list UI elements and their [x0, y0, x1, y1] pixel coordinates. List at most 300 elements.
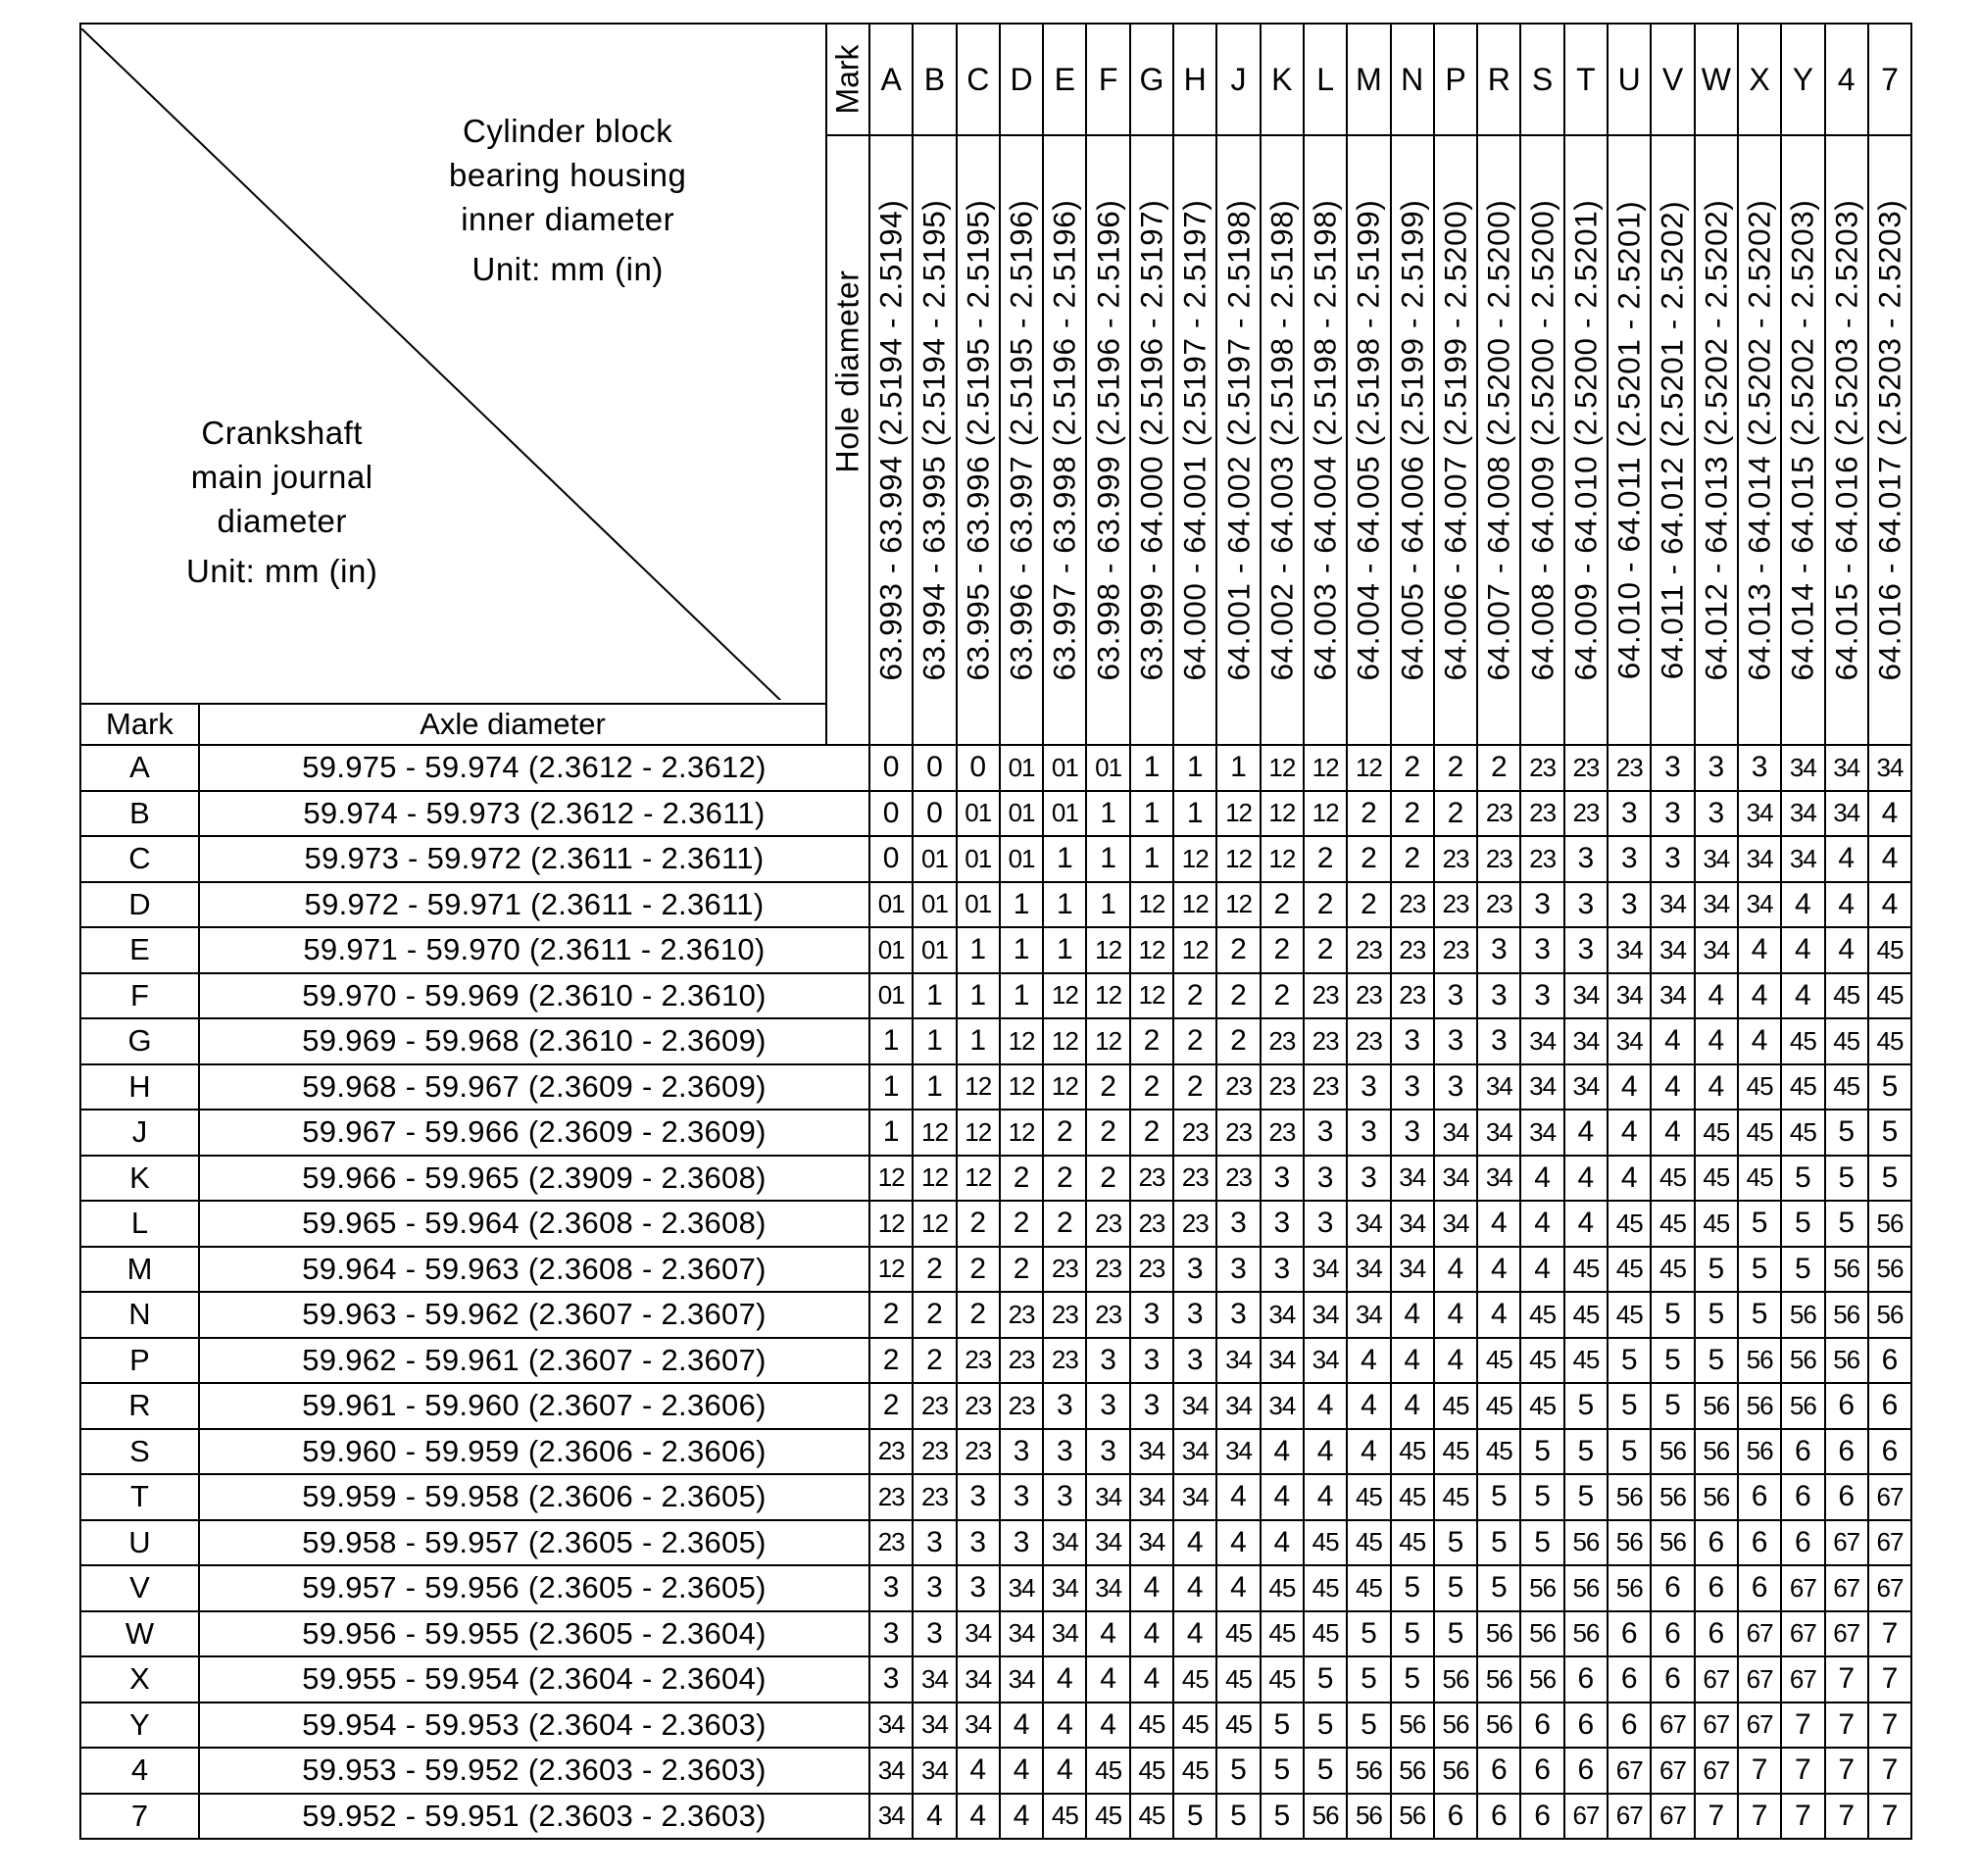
bearing-grade-cell: 45: [1608, 1292, 1651, 1338]
column-hole-diameter: [1520, 135, 1563, 745]
bearing-grade-cell: 4: [1086, 1703, 1129, 1749]
bearing-grade-cell: 01: [1043, 791, 1086, 837]
hole-diameter-label: Hole diameter: [829, 270, 866, 473]
column-mark-Y: Y: [1781, 24, 1824, 135]
axle-diameter-value: 59.952 - 59.951 (2.3603 - 2.3603): [199, 1794, 869, 1840]
bearing-grade-cell: 3: [1000, 1474, 1043, 1520]
column-hole-diameter: [1477, 135, 1520, 745]
bearing-grade-cell: 56: [1391, 1748, 1434, 1794]
row-mark: 7: [80, 1794, 199, 1840]
bearing-grade-cell: 4: [1130, 1656, 1173, 1703]
bearing-grade-cell: 3: [1261, 1156, 1304, 1202]
bearing-grade-cell: 2: [913, 1338, 956, 1384]
bearing-grade-cell: 6: [1564, 1656, 1608, 1703]
bearing-grade-cell: 23: [1173, 1156, 1216, 1202]
bearing-grade-cell: 45: [1130, 1794, 1173, 1840]
bearing-grade-cell: 7: [1825, 1748, 1868, 1794]
bearing-grade-cell: 34: [1651, 882, 1694, 928]
bearing-grade-cell: 3: [1391, 1018, 1434, 1064]
bearing-grade-cell: 56: [1608, 1565, 1651, 1611]
axle-diameter-value: 59.971 - 59.970 (2.3611 - 2.3610): [199, 927, 869, 973]
bearing-grade-cell: 4: [1130, 1611, 1173, 1657]
hole-diameter-range: 63.995 - 63.996 (2.5195 - 2.5195): [960, 199, 996, 681]
bearing-grade-cell: 56: [1868, 1201, 1911, 1247]
bearing-grade-cell: 0: [957, 745, 1000, 791]
bearing-grade-cell: 34: [1043, 1565, 1086, 1611]
bearing-grade-cell: 12: [1304, 745, 1347, 791]
bearing-grade-cell: 12: [1173, 836, 1216, 882]
bearing-grade-cell: 2: [1304, 882, 1347, 928]
bearing-grade-cell: 56: [1520, 1656, 1563, 1703]
bearing-grade-cell: 67: [1651, 1794, 1694, 1840]
bearing-grade-cell: 45: [1347, 1474, 1390, 1520]
axle-diameter-value: 59.960 - 59.959 (2.3606 - 2.3606): [199, 1429, 869, 1475]
bearing-grade-cell: 45: [1564, 1247, 1608, 1293]
bearing-grade-cell: 56: [1781, 1383, 1824, 1429]
hole-diameter-range: 63.993 - 63.994 (2.5194 - 2.5194): [872, 199, 909, 681]
bearing-grade-cell: 3: [1000, 1520, 1043, 1566]
bearing-grade-cell: 1: [957, 973, 1000, 1019]
bearing-grade-cell: 23: [913, 1474, 956, 1520]
column-hole-diameter: [1738, 135, 1781, 745]
bearing-grade-cell: 1: [913, 1064, 956, 1111]
bearing-grade-cell: 34: [1391, 1247, 1434, 1293]
column-hole-diameter: [1651, 135, 1694, 745]
axle-diameter-value: 59.975 - 59.974 (2.3612 - 2.3612): [199, 745, 869, 791]
bearing-grade-cell: 1: [1000, 882, 1043, 928]
hole-diameter-range: 64.002 - 64.003 (2.5198 - 2.5198): [1263, 199, 1300, 681]
bearing-grade-cell: 4: [1520, 1247, 1563, 1293]
bearing-grade-cell: 0: [869, 836, 913, 882]
table-row: [80, 1520, 1911, 1566]
hole-diameter-range: 64.014 - 64.015 (2.5202 - 2.5203): [1784, 199, 1820, 681]
axle-diameter-value: 59.955 - 59.954 (2.3604 - 2.3604): [199, 1656, 869, 1703]
table-row: [80, 836, 1911, 882]
bearing-grade-cell: 3: [1043, 1429, 1086, 1475]
bearing-grade-cell: 4: [913, 1794, 956, 1840]
bearing-grade-cell: 67: [1695, 1748, 1738, 1794]
bearing-grade-cell: 34: [1738, 882, 1781, 928]
bearing-grade-cell: 2: [869, 1338, 913, 1384]
bearing-grade-cell: 56: [1868, 1292, 1911, 1338]
bearing-grade-cell: 56: [1825, 1338, 1868, 1384]
bearing-grade-cell: 23: [957, 1383, 1000, 1429]
bearing-grade-cell: 45: [1086, 1748, 1129, 1794]
row-mark: H: [80, 1064, 199, 1111]
bearing-grade-cell: 45: [1477, 1338, 1520, 1384]
bearing-grade-cell: 56: [1608, 1520, 1651, 1566]
bearing-grade-cell: 12: [1261, 836, 1304, 882]
column-mark-V: V: [1651, 24, 1694, 135]
row-mark: U: [80, 1520, 199, 1566]
hole-diameter-range: 64.015 - 64.016 (2.5203 - 2.5203): [1828, 199, 1864, 681]
column-mark-label: Mark: [829, 44, 866, 115]
bearing-grade-cell: 3: [1216, 1247, 1260, 1293]
bearing-grade-cell: 3: [1130, 1383, 1173, 1429]
hole-diameter-range: 63.997 - 63.998 (2.5196 - 2.5196): [1046, 199, 1082, 681]
bearing-grade-cell: 67: [1651, 1748, 1694, 1794]
bearing-grade-cell: 7: [1695, 1794, 1738, 1840]
hole-diameter-range: 63.998 - 63.999 (2.5196 - 2.5196): [1090, 199, 1126, 681]
table-row: [80, 882, 1911, 928]
bearing-grade-cell: 1: [1043, 836, 1086, 882]
bearing-grade-cell: 5: [1304, 1748, 1347, 1794]
bearing-grade-cell: 34: [1434, 1110, 1477, 1156]
bearing-grade-cell: 3: [1608, 791, 1651, 837]
bearing-grade-cell: 34: [1000, 1656, 1043, 1703]
bearing-grade-cell: 34: [1564, 1064, 1608, 1111]
cylinder-unit: Unit: mm (in): [471, 250, 664, 287]
bearing-grade-cell: 5: [1520, 1474, 1563, 1520]
bearing-grade-cell: 4: [1781, 882, 1824, 928]
bearing-grade-cell: 6: [1651, 1656, 1694, 1703]
bearing-grade-cell: 6: [1520, 1703, 1563, 1749]
bearing-grade-cell: 01: [913, 882, 956, 928]
column-hole-diameter: [1564, 135, 1608, 745]
axle-diameter-value: 59.968 - 59.967 (2.3609 - 2.3609): [199, 1064, 869, 1111]
column-hole-diameter: [957, 135, 1000, 745]
bearing-grade-cell: 2: [1391, 791, 1434, 837]
bearing-grade-cell: 4: [1477, 1247, 1520, 1293]
bearing-grade-cell: 6: [1695, 1611, 1738, 1657]
bearing-grade-cell: 1: [1086, 791, 1129, 837]
bearing-grade-cell: 45: [1520, 1338, 1563, 1384]
bearing-grade-cell: 5: [1434, 1565, 1477, 1611]
bearing-grade-cell: 4: [957, 1748, 1000, 1794]
bearing-grade-cell: 23: [1347, 1018, 1390, 1064]
bearing-grade-cell: 5: [1391, 1565, 1434, 1611]
bearing-grade-cell: 12: [1130, 882, 1173, 928]
bearing-grade-cell: 45: [1868, 973, 1911, 1019]
bearing-grade-cell: 34: [1216, 1338, 1260, 1384]
column-mark-G: G: [1130, 24, 1173, 135]
bearing-grade-cell: 01: [913, 836, 956, 882]
bearing-grade-cell: 34: [1651, 927, 1694, 973]
bearing-grade-cell: 4: [1651, 1064, 1694, 1111]
bearing-grade-cell: 34: [1086, 1474, 1129, 1520]
bearing-grade-cell: 34: [1520, 1018, 1563, 1064]
bearing-grade-cell: 2: [1000, 1247, 1043, 1293]
row-mark: V: [80, 1565, 199, 1611]
bearing-grade-cell: 67: [1608, 1794, 1651, 1840]
bearing-grade-cell: 56: [1434, 1703, 1477, 1749]
bearing-grade-cell: 4: [1216, 1474, 1260, 1520]
bearing-grade-cell: 45: [1391, 1520, 1434, 1566]
bearing-grade-cell: 1: [1130, 791, 1173, 837]
axle-diameter-value: 59.967 - 59.966 (2.3609 - 2.3609): [199, 1110, 869, 1156]
bearing-grade-cell: 1: [1043, 882, 1086, 928]
bearing-grade-cell: 67: [1564, 1794, 1608, 1840]
axle-diameter-value: 59.974 - 59.973 (2.3612 - 2.3611): [199, 791, 869, 837]
bearing-grade-cell: 56: [1695, 1429, 1738, 1475]
bearing-grade-cell: 6: [1738, 1474, 1781, 1520]
bearing-grade-cell: 5: [1520, 1429, 1563, 1475]
bearing-grade-cell: 6: [1781, 1429, 1824, 1475]
bearing-grade-cell: 12: [1130, 927, 1173, 973]
bearing-grade-cell: 34: [1781, 791, 1824, 837]
row-mark: D: [80, 882, 199, 928]
bearing-grade-cell: 45: [1608, 1247, 1651, 1293]
bearing-grade-cell: 3: [1477, 1018, 1520, 1064]
bearing-grade-cell: 23: [1391, 973, 1434, 1019]
bearing-selection-table-container: [79, 23, 1910, 1840]
bearing-grade-cell: 45: [1216, 1611, 1260, 1657]
bearing-grade-cell: 3: [1651, 745, 1694, 791]
bearing-grade-cell: 67: [1608, 1748, 1651, 1794]
bearing-grade-cell: 5: [1825, 1156, 1868, 1202]
row-mark: K: [80, 1156, 199, 1202]
table-row: [80, 973, 1911, 1019]
bearing-grade-cell: 34: [1825, 745, 1868, 791]
bearing-grade-cell: 01: [1043, 745, 1086, 791]
table-row: [80, 927, 1911, 973]
bearing-grade-cell: 12: [1086, 973, 1129, 1019]
bearing-grade-cell: 3: [1695, 791, 1738, 837]
bearing-grade-cell: 67: [1651, 1703, 1694, 1749]
bearing-grade-cell: 34: [1434, 1201, 1477, 1247]
bearing-grade-cell: 2: [1086, 1064, 1129, 1111]
bearing-grade-cell: 56: [1825, 1292, 1868, 1338]
bearing-grade-cell: 34: [1086, 1565, 1129, 1611]
bearing-grade-cell: 45: [1173, 1748, 1216, 1794]
row-mark-header: Mark: [80, 704, 199, 745]
crank-unit: Unit: mm (in): [186, 552, 378, 589]
bearing-grade-cell: 45: [1738, 1156, 1781, 1202]
bearing-grade-cell: 5: [1477, 1474, 1520, 1520]
bearing-grade-cell: 5: [1781, 1156, 1824, 1202]
bearing-grade-cell: 3: [1086, 1429, 1129, 1475]
bearing-grade-cell: 12: [1000, 1110, 1043, 1156]
bearing-grade-cell: 6: [1695, 1520, 1738, 1566]
bearing-grade-cell: 34: [1391, 1201, 1434, 1247]
column-mark-E: E: [1043, 24, 1086, 135]
bearing-grade-cell: 67: [1695, 1703, 1738, 1749]
bearing-grade-cell: 3: [1391, 1064, 1434, 1111]
bearing-grade-cell: 3: [1261, 1247, 1304, 1293]
bearing-grade-cell: 56: [1564, 1611, 1608, 1657]
bearing-grade-cell: 4: [1564, 1110, 1608, 1156]
bearing-grade-cell: 2: [1347, 882, 1390, 928]
column-mark-X: X: [1738, 24, 1781, 135]
bearing-grade-cell: 5: [1434, 1520, 1477, 1566]
bearing-grade-cell: 4: [1304, 1474, 1347, 1520]
bearing-grade-cell: 12: [957, 1156, 1000, 1202]
bearing-grade-cell: 4: [1695, 1018, 1738, 1064]
table-row: [80, 1656, 1911, 1703]
bearing-grade-cell: 4: [1520, 1201, 1563, 1247]
bearing-grade-cell: 7: [1738, 1748, 1781, 1794]
bearing-grade-cell: 4: [1261, 1429, 1304, 1475]
bearing-grade-cell: 34: [913, 1656, 956, 1703]
bearing-grade-cell: 56: [1868, 1247, 1911, 1293]
bearing-grade-cell: 45: [1781, 1064, 1824, 1111]
bearing-grade-cell: 5: [1391, 1656, 1434, 1703]
bearing-grade-cell: 34: [1608, 927, 1651, 973]
bearing-grade-cell: 3: [1520, 882, 1563, 928]
hole-diameter-range: 63.994 - 63.995 (2.5194 - 2.5195): [916, 199, 952, 681]
bearing-grade-cell: 34: [869, 1703, 913, 1749]
bearing-grade-cell: 1: [1130, 836, 1173, 882]
axle-diameter-value: 59.954 - 59.953 (2.3604 - 2.3603): [199, 1703, 869, 1749]
bearing-grade-cell: 6: [1564, 1703, 1608, 1749]
bearing-grade-cell: 4: [1564, 1156, 1608, 1202]
bearing-grade-cell: 23: [1130, 1156, 1173, 1202]
bearing-grade-cell: 6: [1477, 1748, 1520, 1794]
bearing-grade-cell: 56: [1391, 1794, 1434, 1840]
bearing-grade-cell: 7: [1825, 1703, 1868, 1749]
bearing-grade-cell: 34: [1608, 973, 1651, 1019]
bearing-grade-cell: 3: [1477, 973, 1520, 1019]
bearing-grade-cell: 34: [1000, 1565, 1043, 1611]
bearing-grade-cell: 56: [1695, 1474, 1738, 1520]
bearing-grade-cell: 34: [1564, 973, 1608, 1019]
bearing-grade-cell: 5: [1564, 1474, 1608, 1520]
bearing-grade-cell: 45: [1043, 1794, 1086, 1840]
axle-diameter-value: 59.961 - 59.960 (2.3607 - 2.3606): [199, 1383, 869, 1429]
bearing-grade-cell: 3: [1391, 1110, 1434, 1156]
bearing-grade-cell: 2: [1477, 745, 1520, 791]
bearing-grade-cell: 4: [1347, 1429, 1390, 1475]
bearing-grade-cell: 45: [1695, 1110, 1738, 1156]
bearing-grade-cell: 45: [1868, 1018, 1911, 1064]
column-hole-diameter: [1000, 135, 1043, 745]
bearing-grade-cell: 5: [1695, 1292, 1738, 1338]
bearing-grade-cell: 45: [1651, 1201, 1694, 1247]
bearing-grade-cell: 1: [957, 1018, 1000, 1064]
bearing-grade-cell: 2: [1173, 1018, 1216, 1064]
column-mark-K: K: [1261, 24, 1304, 135]
bearing-grade-cell: 23: [869, 1474, 913, 1520]
table-row: [80, 1156, 1911, 1202]
bearing-grade-cell: 6: [1781, 1474, 1824, 1520]
bearing-grade-cell: 34: [1695, 882, 1738, 928]
hole-diameter-range: 64.016 - 64.017 (2.5203 - 2.5203): [1871, 199, 1907, 681]
bearing-grade-cell: 5: [1304, 1703, 1347, 1749]
bearing-grade-cell: 12: [1304, 791, 1347, 837]
bearing-grade-cell: 23: [913, 1383, 956, 1429]
bearing-grade-cell: 0: [913, 791, 956, 837]
bearing-grade-cell: 3: [1564, 927, 1608, 973]
bearing-grade-cell: 45: [1520, 1292, 1563, 1338]
bearing-grade-cell: 4: [1043, 1656, 1086, 1703]
bearing-grade-cell: 34: [869, 1794, 913, 1840]
bearing-grade-cell: 4: [1173, 1565, 1216, 1611]
bearing-grade-cell: 2: [957, 1247, 1000, 1293]
bearing-grade-cell: 12: [869, 1247, 913, 1293]
cylinder-label-line: Cylinder block: [463, 112, 673, 149]
bearing-grade-cell: 4: [1130, 1565, 1173, 1611]
bearing-grade-cell: 5: [1347, 1611, 1390, 1657]
bearing-grade-cell: 34: [957, 1703, 1000, 1749]
bearing-grade-cell: 45: [1695, 1201, 1738, 1247]
bearing-grade-cell: 45: [1868, 927, 1911, 973]
bearing-grade-cell: 34: [1520, 1110, 1563, 1156]
bearing-grade-cell: 5: [1391, 1611, 1434, 1657]
bearing-grade-cell: 1: [913, 1018, 956, 1064]
bearing-grade-cell: 6: [1825, 1429, 1868, 1475]
bearing-grade-cell: 01: [957, 791, 1000, 837]
bearing-grade-cell: 67: [1825, 1520, 1868, 1566]
bearing-grade-cell: 45: [1738, 1064, 1781, 1111]
column-hole-diameter: [1086, 135, 1129, 745]
table-row: [80, 745, 1911, 791]
bearing-grade-cell: 4: [1477, 1292, 1520, 1338]
bearing-grade-cell: 12: [1347, 745, 1390, 791]
column-hole-diameter: [1695, 135, 1738, 745]
bearing-grade-cell: 45: [1651, 1247, 1694, 1293]
bearing-grade-cell: 56: [1781, 1338, 1824, 1384]
bearing-grade-cell: 5: [1651, 1383, 1694, 1429]
bearing-grade-cell: 1: [869, 1110, 913, 1156]
bearing-grade-cell: 2: [1043, 1156, 1086, 1202]
bearing-grade-cell: 56: [1738, 1383, 1781, 1429]
bearing-grade-cell: 45: [1261, 1656, 1304, 1703]
bearing-grade-cell: 67: [1781, 1656, 1824, 1703]
column-hole-diameter: [869, 135, 913, 745]
bearing-grade-cell: 2: [1130, 1064, 1173, 1111]
table-row: [80, 1064, 1911, 1111]
bearing-grade-cell: 1: [1000, 973, 1043, 1019]
bearing-grade-cell: 7: [1868, 1794, 1911, 1840]
cylinder-label-line: inner diameter: [461, 200, 675, 237]
bearing-grade-cell: 2: [1000, 1156, 1043, 1202]
bearing-grade-cell: 56: [1304, 1794, 1347, 1840]
bearing-grade-cell: 34: [1261, 1292, 1304, 1338]
table-row: [80, 1794, 1911, 1840]
crank-label-line: diameter: [217, 502, 347, 539]
bearing-grade-cell: 34: [1520, 1064, 1563, 1111]
bearing-grade-cell: 5: [1261, 1748, 1304, 1794]
row-mark: E: [80, 927, 199, 973]
bearing-grade-cell: 34: [1130, 1474, 1173, 1520]
bearing-grade-cell: 56: [1825, 1247, 1868, 1293]
bearing-grade-cell: 4: [1825, 836, 1868, 882]
bearing-grade-cell: 3: [1086, 1383, 1129, 1429]
bearing-grade-cell: 5: [1695, 1247, 1738, 1293]
bearing-grade-cell: 34: [1434, 1156, 1477, 1202]
bearing-grade-cell: 5: [1738, 1201, 1781, 1247]
bearing-grade-cell: 23: [1434, 882, 1477, 928]
bearing-grade-cell: 34: [1695, 927, 1738, 973]
bearing-grade-cell: 34: [1868, 745, 1911, 791]
bearing-grade-cell: 6: [1608, 1656, 1651, 1703]
column-mark-B: B: [913, 24, 956, 135]
bearing-grade-cell: 3: [1173, 1247, 1216, 1293]
axle-diameter-value: 59.957 - 59.956 (2.3605 - 2.3605): [199, 1565, 869, 1611]
bearing-grade-cell: 1: [957, 927, 1000, 973]
bearing-grade-cell: 56: [1347, 1748, 1390, 1794]
bearing-grade-cell: 34: [1651, 973, 1694, 1019]
bearing-grade-cell: 2: [1086, 1110, 1129, 1156]
bearing-grade-cell: 7: [1781, 1794, 1824, 1840]
bearing-grade-cell: 34: [1130, 1429, 1173, 1475]
bearing-grade-cell: 3: [913, 1611, 956, 1657]
bearing-grade-cell: 01: [869, 882, 913, 928]
bearing-grade-cell: 3: [957, 1474, 1000, 1520]
bearing-grade-cell: 01: [1086, 745, 1129, 791]
column-hole-diameter: [1130, 135, 1173, 745]
bearing-grade-cell: 34: [1304, 1292, 1347, 1338]
bearing-grade-cell: 45: [1520, 1383, 1563, 1429]
axle-diameter-value: 59.964 - 59.963 (2.3608 - 2.3607): [199, 1247, 869, 1293]
bearing-grade-cell: 45: [1825, 1064, 1868, 1111]
column-mark-R: R: [1477, 24, 1520, 135]
bearing-grade-cell: 45: [1347, 1520, 1390, 1566]
bearing-grade-cell: 12: [1216, 836, 1260, 882]
bearing-grade-cell: 6: [1825, 1474, 1868, 1520]
bearing-grade-cell: 7: [1868, 1748, 1911, 1794]
bearing-grade-cell: 56: [1391, 1703, 1434, 1749]
